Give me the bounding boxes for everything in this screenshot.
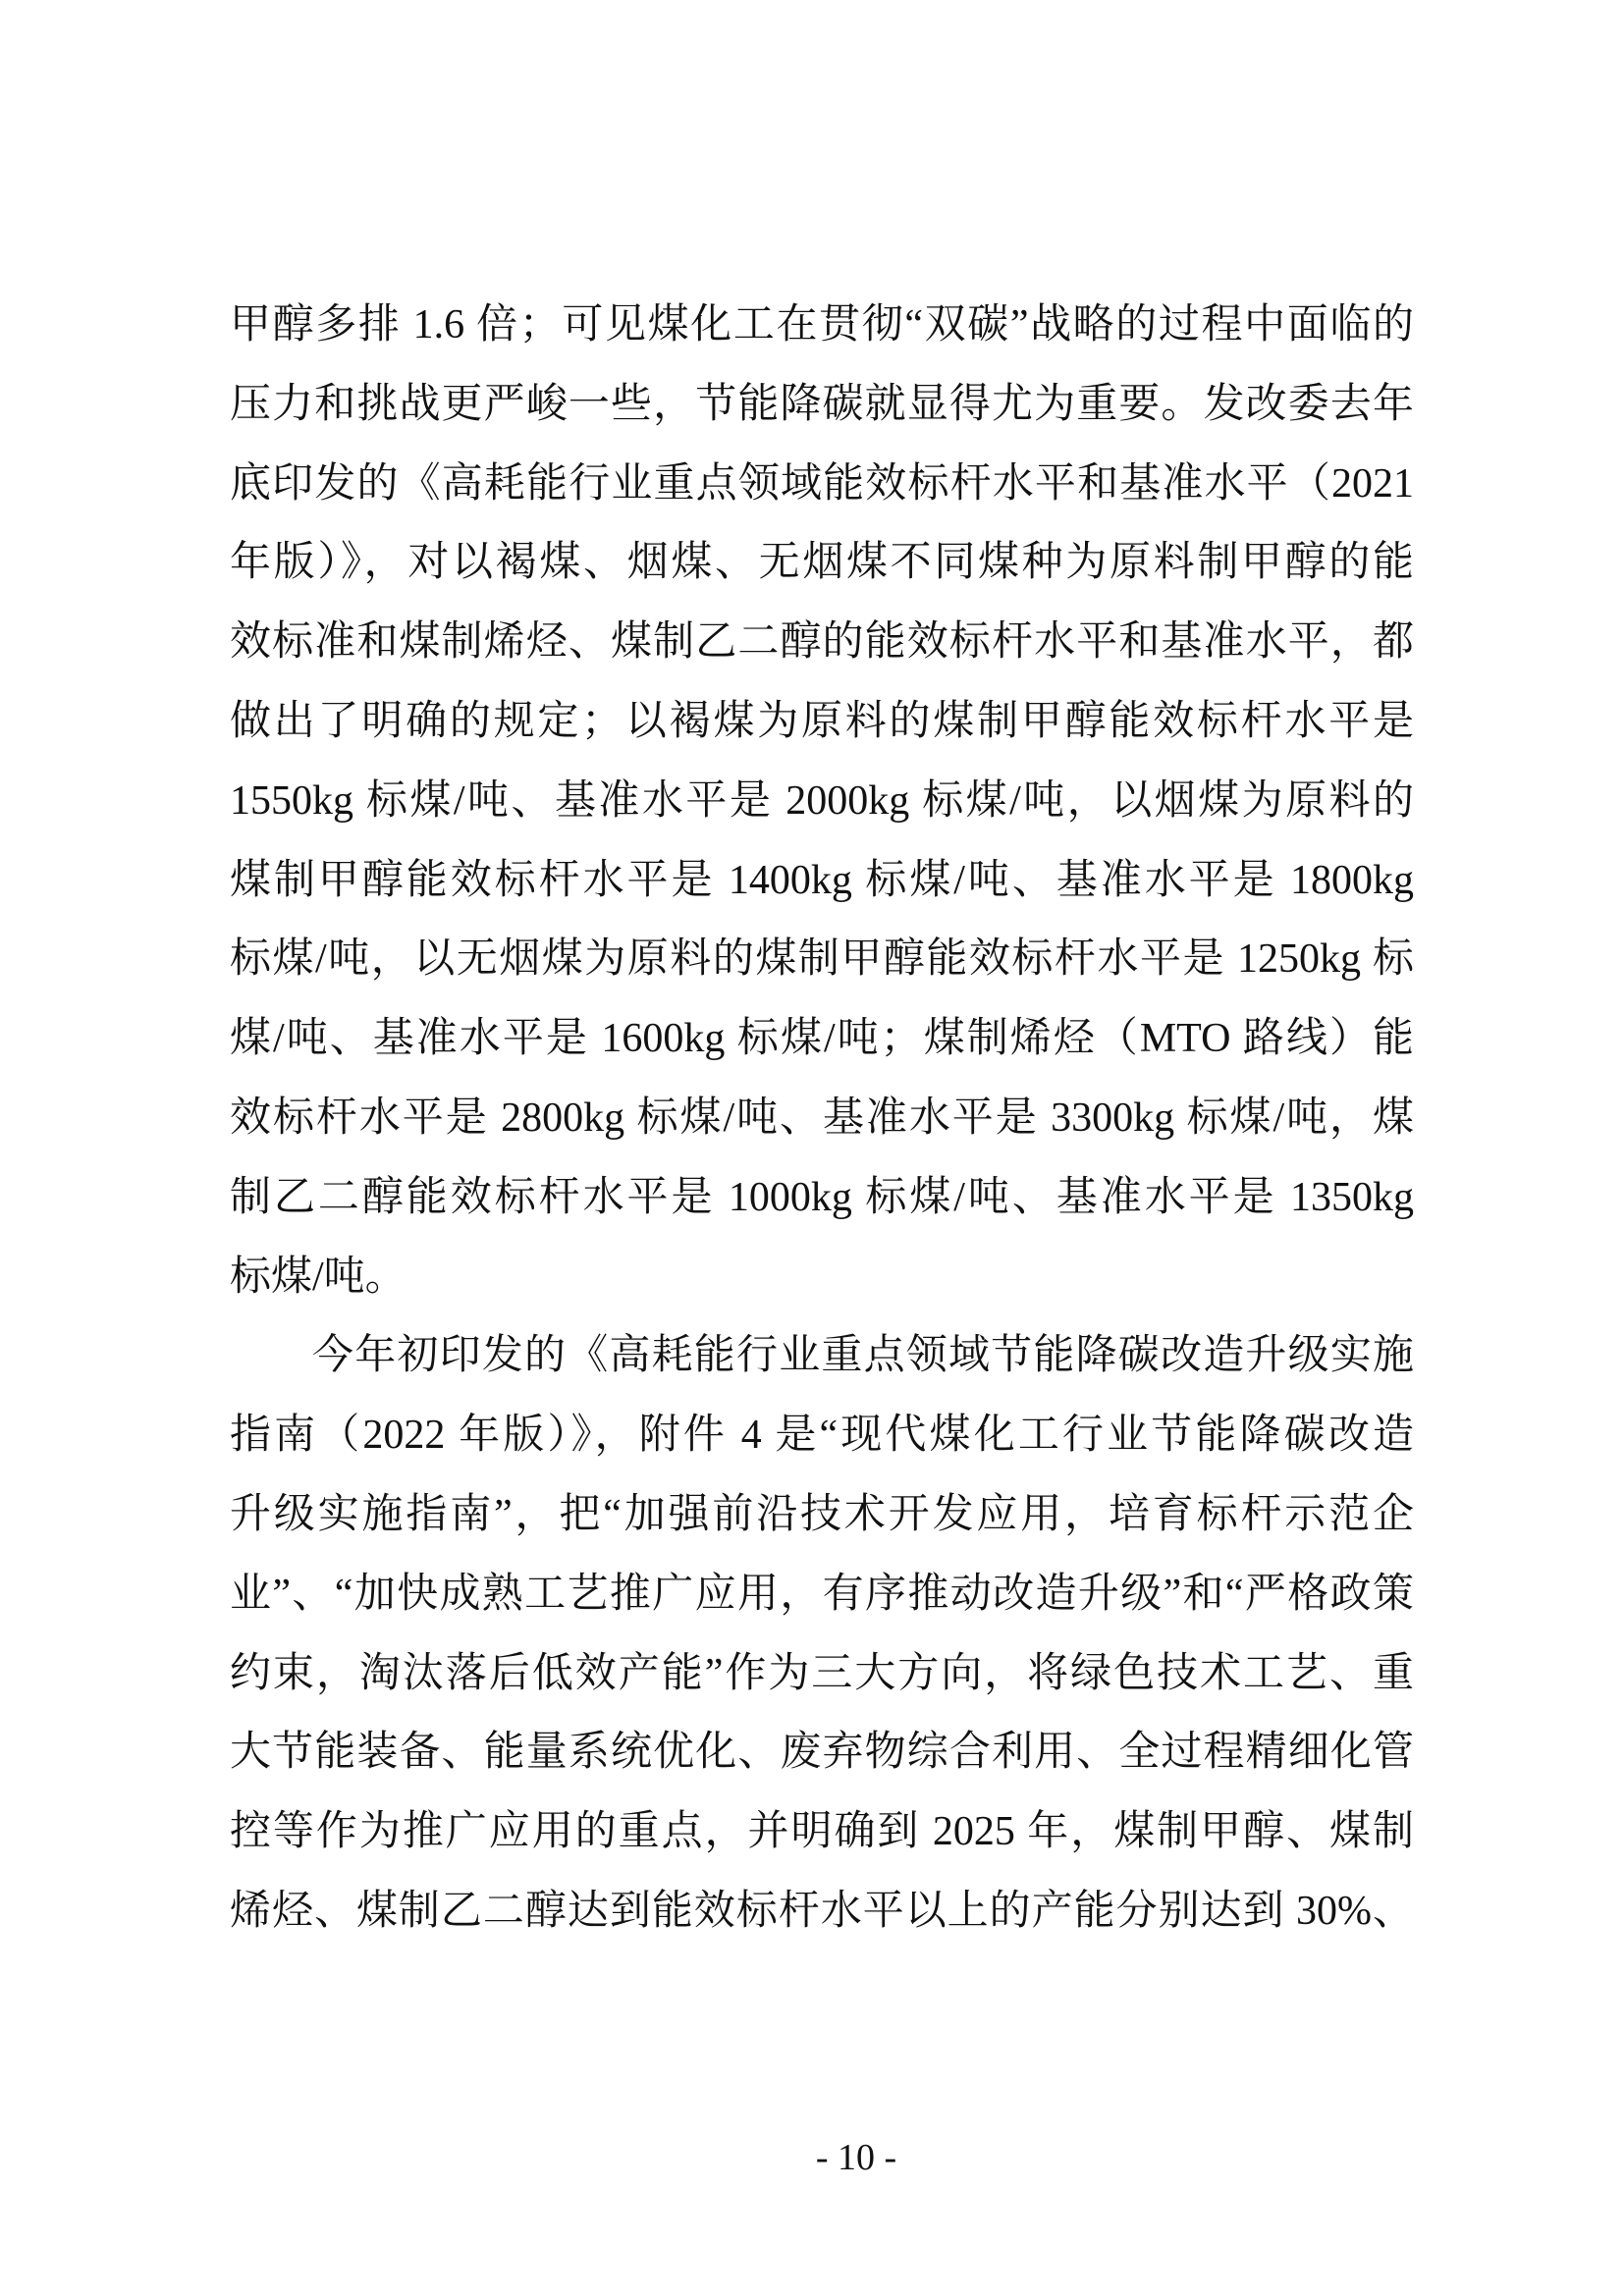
text-line: 年版）》，对以褐煤、烟煤、无烟煤不同煤种为原料制甲醇的能 [230, 540, 1414, 586]
text-line: 指南（2022 年版）》，附件 4 是“现代煤化工行业节能降碳改造 [230, 1413, 1414, 1459]
text-line: 压力和挑战更严峻一些，节能降碳就显得尤为重要。发改委去年 [230, 381, 1414, 427]
text-line: 大节能装备、能量系统优化、废弃物综合利用、全过程精细化管 [230, 1730, 1414, 1776]
text-line: 1550kg 标煤/吨、基准水平是 2000kg 标煤/吨，以烟煤为原料的 [230, 777, 1414, 824]
text-line: 标煤/吨，以无烟煤为原料的煤制甲醇能效标杆水平是 1250kg 标 [230, 936, 1414, 983]
text-line: 标煤/吨。 [230, 1254, 406, 1300]
text-line: 约束，淘汰落后低效产能”作为三大方向，将绿色技术工艺、重 [230, 1650, 1414, 1696]
text-line: 甲醇多排 1.6 倍；可见煤化工在贯彻“双碳”战略的过程中面临的 [230, 302, 1414, 347]
text-line: 制乙二醇能效标杆水平是 1000kg 标煤/吨、基准水平是 1350kg [230, 1174, 1414, 1220]
text-line: 煤/吨、基准水平是 1600kg 标煤/吨；煤制烯烃（MTO 路线）能 [230, 1016, 1414, 1062]
text-line: 效标准和煤制烯烃、煤制乙二醇的能效标杆水平和基准水平，都 [230, 619, 1414, 666]
text-line: 底印发的《高耗能行业重点领域能效标杆水平和基准水平（2021 [230, 460, 1414, 507]
page-number: - 10 - [815, 2137, 897, 2178]
text-line: 控等作为推广应用的重点，并明确到 2025 年，煤制甲醇、煤制 [230, 1809, 1414, 1855]
paragraph-2 [230, 1316, 1414, 1950]
document-body [230, 286, 1414, 1951]
text-line: 今年初印发的《高耗能行业重点领域节能降碳改造升级实施 [312, 1333, 1414, 1379]
text-line: 业”、“加快成熟工艺推广应用，有序推动改造升级”和“严格政策 [230, 1571, 1414, 1617]
text-line: 做出了明确的规定；以褐煤为原料的煤制甲醇能效标杆水平是 [230, 698, 1414, 744]
text-line: 升级实施指南”，把“加强前沿技术开发应用，培育标杆示范企 [230, 1491, 1414, 1537]
paragraph-1 [230, 286, 1414, 1316]
text-line: 效标杆水平是 2800kg 标煤/吨、基准水平是 3300kg 标煤/吨，煤 [230, 1095, 1414, 1141]
text-line: 烯烃、煤制乙二醇达到能效标杆水平以上的产能分别达到 30%、 [230, 1888, 1414, 1934]
text-line: 煤制甲醇能效标杆水平是 1400kg 标煤/吨、基准水平是 1800kg [230, 857, 1414, 903]
